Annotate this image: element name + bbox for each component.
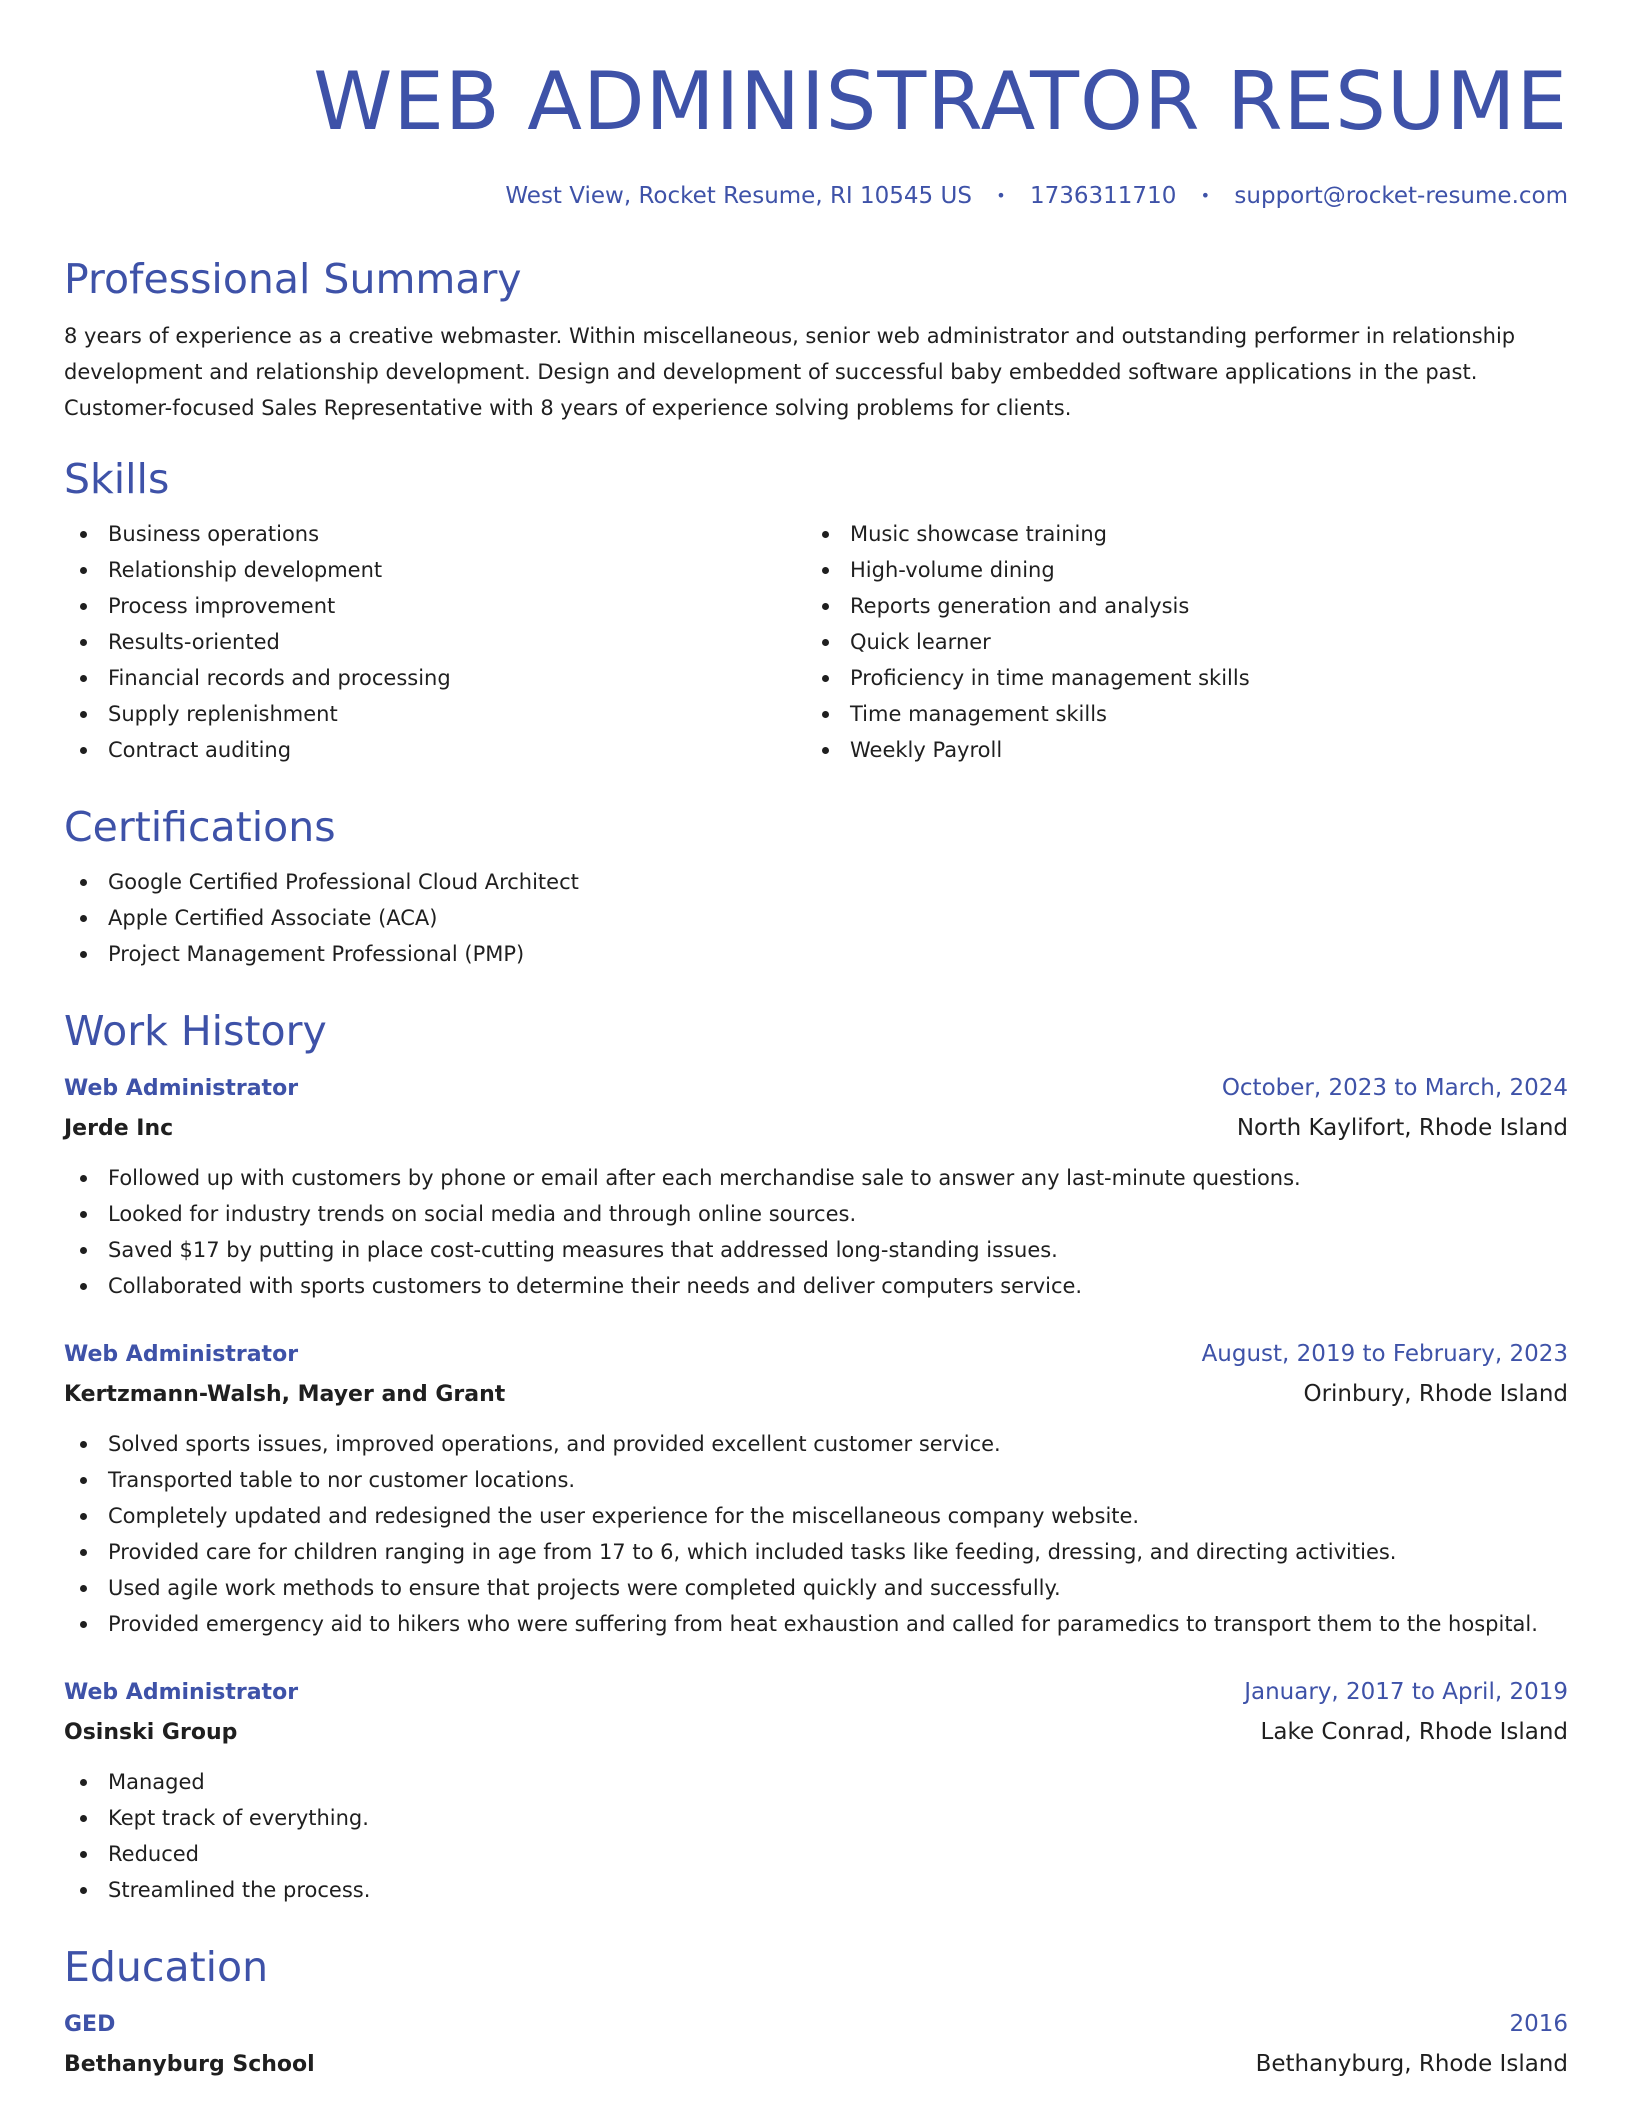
job-bullet: Completely updated and redesigned the user experience for the miscellaneous company website. xyxy=(64,1498,1568,1534)
job-bullet: Streamlined the process. xyxy=(64,1872,1568,1908)
job-bullet: Followed up with customers by phone or email after each merchandise sale to answer any last-minute questions. xyxy=(64,1160,1568,1196)
education-school-row xyxy=(64,2045,1568,2084)
job-location: Orinbury, Rhode Island xyxy=(1303,1381,1568,1407)
skill-item: Music showcase training xyxy=(806,516,1548,552)
contact-phone: 1736311710 xyxy=(1030,183,1177,209)
certification-item: Google Certified Professional Cloud Architect xyxy=(64,864,1568,900)
job-company-row xyxy=(64,1375,1568,1414)
job-bullet: Transported table to nor customer locations. xyxy=(64,1462,1568,1498)
resume-title: WEB ADMINISTRATOR RESUME xyxy=(313,55,1568,148)
skill-item: High-volume dining xyxy=(806,552,1548,588)
job-bullet: Provided care for children ranging in age from 17 to 6, which included tasks like feeding, dressing, and directing activities. xyxy=(64,1534,1568,1570)
contact-separator: • xyxy=(996,186,1006,205)
job-location: Lake Conrad, Rhode Island xyxy=(1260,1719,1568,1745)
job-title: Web Administrator xyxy=(64,1076,299,1101)
job-bullet: Provided emergency aid to hikers who were suffering from heat exhaustion and called for paramedics to transport them to the hospital. xyxy=(64,1606,1568,1642)
skill-item: Process improvement xyxy=(64,588,806,624)
job-dates: January, 2017 to April, 2019 xyxy=(1244,1679,1568,1705)
job-entry xyxy=(64,1672,1568,1908)
skill-item: Business operations xyxy=(64,516,806,552)
job-bullet: Saved $17 by putting in place cost-cutting measures that addressed long-standing issues. xyxy=(64,1232,1568,1268)
job-bullets xyxy=(64,1764,1568,1908)
skills-columns xyxy=(64,516,1568,768)
education-year: 2016 xyxy=(1509,2011,1568,2037)
job-header-row xyxy=(64,1672,1568,1713)
job-bullet: Managed xyxy=(64,1764,1568,1800)
job-bullet: Solved sports issues, improved operations, and provided excellent customer service. xyxy=(64,1426,1568,1462)
job-company-row xyxy=(64,1109,1568,1148)
skill-item: Results-oriented xyxy=(64,624,806,660)
summary-text: 8 years of experience as a creative webmaster. Within miscellaneous, senior web administrator and outstanding performer in relationship development and relationship development. Design and development of successful baby embedded software applications in the past. Customer-focused Sales Representative with 8 years of experience solving problems for clients. xyxy=(64,324,1516,420)
contact-separator: • xyxy=(1200,186,1211,205)
skill-item: Quick learner xyxy=(806,624,1548,660)
job-header-row xyxy=(64,1334,1568,1375)
job-bullets xyxy=(64,1160,1568,1304)
certification-item: Project Management Professional (PMP) xyxy=(64,936,1568,972)
job-header-row xyxy=(64,1068,1568,1109)
education-location: Bethanyburg, Rhode Island xyxy=(1255,2051,1568,2077)
job-entry xyxy=(64,1068,1568,1304)
skill-item: Proficiency in time management skills xyxy=(806,660,1548,696)
job-bullet: Kept track of everything. xyxy=(64,1800,1568,1836)
summary-heading: Professional Summary xyxy=(64,255,522,303)
contact-line xyxy=(64,182,1568,210)
resume-page xyxy=(64,0,1568,2084)
skill-item: Financial records and processing xyxy=(64,660,806,696)
job-bullet: Used agile work methods to ensure that projects were completed quickly and successfully. xyxy=(64,1570,1568,1606)
contact-email: support@rocket-resume.com xyxy=(1234,183,1568,209)
job-company: Kertzmann-Walsh, Mayer and Grant xyxy=(64,1382,506,1407)
certification-item: Apple Certified Associate (ACA) xyxy=(64,900,1568,936)
skill-item: Supply replenishment xyxy=(64,696,806,732)
job-dates: August, 2019 to February, 2023 xyxy=(1201,1341,1568,1367)
job-title: Web Administrator xyxy=(64,1342,299,1367)
job-bullet: Looked for industry trends on social media and through online sources. xyxy=(64,1196,1568,1232)
job-entry xyxy=(64,1334,1568,1642)
skill-item: Weekly Payroll xyxy=(806,732,1548,768)
skill-item: Reports generation and analysis xyxy=(806,588,1548,624)
education-school: Bethanyburg School xyxy=(64,2052,315,2077)
skill-item: Contract auditing xyxy=(64,732,806,768)
education-heading: Education xyxy=(64,1943,269,1991)
skills-list-left xyxy=(64,516,806,768)
certifications-list xyxy=(64,864,1568,972)
job-dates: October, 2023 to March, 2024 xyxy=(1221,1075,1568,1101)
skills-list-right xyxy=(806,516,1548,768)
education-entry xyxy=(64,2004,1568,2084)
skill-item: Relationship development xyxy=(64,552,806,588)
education-header-row xyxy=(64,2004,1568,2045)
job-title: Web Administrator xyxy=(64,1680,299,1705)
job-location: North Kaylifort, Rhode Island xyxy=(1236,1115,1568,1141)
certifications-heading: Certifications xyxy=(64,803,336,851)
resume-header xyxy=(64,56,1568,210)
job-bullets xyxy=(64,1426,1568,1642)
job-company-row xyxy=(64,1713,1568,1752)
skills-heading: Skills xyxy=(64,455,170,503)
work-history-heading: Work History xyxy=(64,1007,327,1055)
education-degree: GED xyxy=(64,2012,116,2037)
skill-item: Time management skills xyxy=(806,696,1548,732)
job-bullet: Collaborated with sports customers to determine their needs and deliver computers service. xyxy=(64,1268,1568,1304)
job-company: Jerde Inc xyxy=(64,1116,174,1141)
contact-address: West View, Rocket Resume, RI 10545 US xyxy=(505,183,972,209)
job-bullet: Reduced xyxy=(64,1836,1568,1872)
job-company: Osinski Group xyxy=(64,1720,238,1745)
